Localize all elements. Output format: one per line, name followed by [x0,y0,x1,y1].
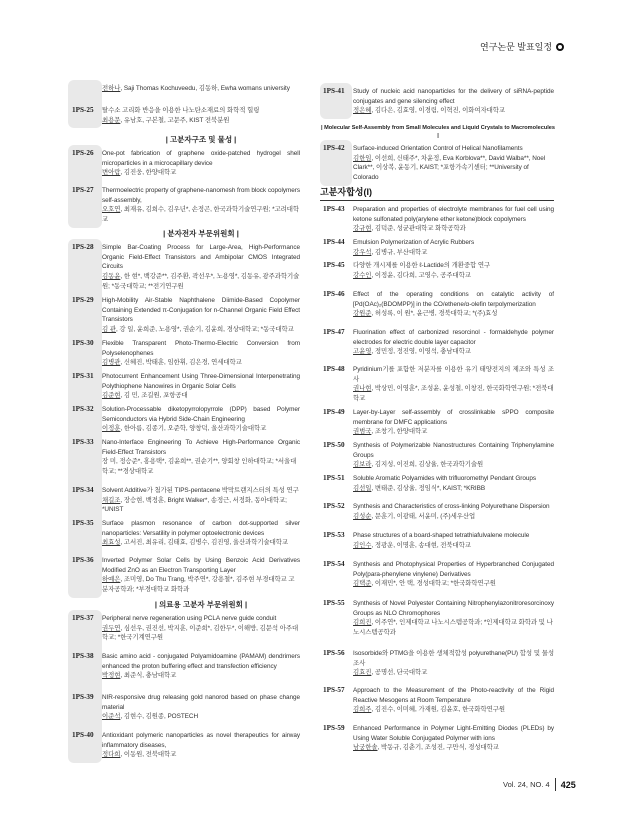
coauthors-affiliation: , 김진웅, 한양대학교 [120,169,177,177]
presenter-name: 김희진 [353,619,372,627]
entry-authors [353,579,554,589]
footer-divider [555,778,556,791]
coauthors-affiliation: , 이선희, 신태주*, 차윤정, Eva Korblova**, David Walba**, Noel Clark**, 이상복, 윤동기, KAIST; *포항가속기센터; **University of Colorado [353,154,546,182]
entry-id: 1PS-56 [323,649,345,657]
entry-body [353,328,554,357]
entry-body [353,502,554,521]
entry-authors [353,154,554,183]
entry-id: 1PS-50 [323,441,345,449]
entry-authors [353,224,554,234]
coauthors-affiliation: , 김현수, 김원종, POSTECH [120,713,199,721]
entry-id: 1PS-51 [323,474,345,482]
program-entry [323,144,554,183]
entry-authors [102,575,300,594]
program-entry [72,296,300,335]
entry-id: 1PS-35 [72,519,94,527]
entry-authors [102,671,300,681]
program-entry [323,261,554,280]
program-entry [72,693,300,722]
presenter-name: 강원준 [353,310,372,318]
entry-title: Synthesis of Novel Polyester Containing Nitrophenylazonitroresorcinoxy Groups as NLO Chromophores [353,600,554,617]
entry-title: One-pot fabrication of graphene oxide-patched hydrogel shell microparticles in a microcapillary device [102,150,300,167]
coauthors-affiliation: , 이동원, 전북대학교 [120,751,177,759]
program-entry [323,502,554,521]
section-heading: | 고분자구조 및 물성 | [165,135,237,144]
entry-body [353,144,554,183]
entry-id: 1PS-55 [323,599,345,607]
entry-authors [102,624,300,643]
coauthors-affiliation: , 김다은, 김효영, 이경림, 이혁진, 이화여자대학교 [371,107,505,115]
program-entry [323,238,554,257]
entry-body [102,556,300,595]
coauthors-affiliation: , 이주연*, 인제대학교 나노시스템공학과; *인제대학교 화학과 및 나노시스템공학과 [353,619,553,637]
entry-id: 1PS-27 [72,186,94,194]
coauthors-affiliation: , 최준식, 충남대학교 [120,672,177,680]
entry-title: High-Mobility Air-Stable Naphthalene Diimide-Based Copolymer Containing Extended π-Conjugation for n-Channel Organic Field Effect Transistors [102,297,300,324]
presenter-name: 권나현 [353,385,372,393]
presenter-name: 이준석 [102,713,121,721]
program-entry [323,365,554,404]
coauthors-affiliation: , 심선우, 권진선, 박지훈, 이준희*, 김한두*, 이해방, 김문석 아주대학교; *한국기계연구원 [102,624,299,642]
coauthors-affiliation: , 김덕준, 성균관대학교 화학공학과 [371,225,466,233]
presenter-name: 김희주 [353,706,372,714]
coauthors-affiliation: , 한 현*, 백강준**, 김주환, 곽선우*, 노용영*, 김동유, 광주과학기술원; *동국대학교; **전기연구원 [102,273,300,290]
entry-body [353,531,554,550]
presenter-name: 고윤영 [353,348,372,356]
coauthors-affiliation: , 정광운, 이명훈, 송대현, 전북대학교 [371,541,471,549]
presenter-name: 최용문 [102,116,121,124]
program-entry [72,405,300,434]
entry-title: Inverted Polymer Solar Cells by Using Benzoic Acid Derivatives Modified ZnO as an Electron Transporting Layer [102,557,300,574]
program-entry [323,205,554,234]
entry-id: 1PS-28 [72,243,94,251]
entry-authors [353,668,554,678]
program-entry [323,724,554,753]
entry-authors [102,496,300,515]
entry-title: Basic amino acid - conjugated Polyamidoamine (PAMAM) dendrimers enhanced the proton buffering effect and transfection efficiency [102,653,300,670]
program-entry [323,408,554,437]
coauthors-affiliation: , 정민정, 정진영, 이영석, 충남대학교 [371,348,471,356]
entry-body [102,486,300,515]
coauthors-affiliation: , 김진수, 이미혜, 가재원, 김윤호, 한국화학연구원 [371,706,505,714]
entry-body [353,686,554,715]
entry-title: Synthesis and Characteristics of cross-linking Polyurethane Dispersion [353,503,550,510]
entry-id: 1PS-37 [72,614,94,622]
entry-authors [102,205,300,224]
entry-title: Photocurrent Enhancement Using Three-Dimensional Interpenetrating Polythiophene Nanowires in Organic Solar Cells [102,373,300,390]
presenter-name: 이정훈 [102,425,121,433]
entry-body [353,87,554,116]
coauthors-affiliation: , 허성록, 이 원*, 윤근병, 경북대학교; *(주)효성 [371,310,498,318]
entry-id: 1PS-41 [323,87,345,95]
program-entry [72,84,300,94]
coauthors-affiliation: , 강 일, 윤희준, 노용영*, 권순기, 김윤희, 경상대학교; *동국대학교 [115,326,294,334]
entry-title: Synthesis of Polymerizable Nanostructures Containing Triphenylamine Groups [353,442,554,459]
coauthors-affiliation: , 신혜진, 박태훈, 임한휘, 김은경, 연세대학교 [120,359,242,367]
program-entry [72,149,300,178]
entry-body [353,261,554,280]
coauthors-affiliation: , 변태준, 김상율, 정임식*, KAIST; *KRIBB [371,484,486,492]
entry-id: 1PS-34 [72,486,94,494]
entry-title: Flexible Transparent Photo-Thermo-Electric Conversion from Polyselenophenes [102,340,300,357]
running-header-title: 연구논문 발표일정 [480,42,553,52]
presenter-name: 정다희 [102,751,121,759]
program-entry [323,474,554,493]
entry-title: Synthesis and Photophysical Properties of Hyperbranched Conjugated Poly(para-phenylene vinylene) Derivatives [353,561,554,578]
entry-title: Enhanced Performance in Polymer Light-Emitting Diodes (PLEDs) by Using Water Soluble Conjugated Polymer with ions [353,725,554,742]
entry-body [102,519,300,548]
program-entry [323,441,554,470]
entry-authors [102,457,300,476]
entry-body [353,724,554,753]
entry-id: 1PS-59 [323,724,345,732]
entry-body [353,205,554,234]
program-entry [72,614,300,643]
entry-body [353,365,554,404]
presenter-name: 변아람 [102,169,121,177]
coauthors-affiliation: , 유남호, 구본철, 고문주, KIST 전북분원 [120,116,230,124]
entry-authors [353,248,554,258]
entry-title: Soluble Aromatic Polyamides with trifluoromethyl Pendant Groups [353,475,536,482]
entry-body [102,84,300,94]
program-entry [72,186,300,225]
presenter-name: 김성순 [353,512,372,520]
entry-title: 탈수소 고리화 반응을 이용한 나노탄소재료의 화학적 힐링 [102,107,260,114]
entry-title: Simple Bar-Coating Process for Large-Area, High-Performance Organic Field-Effect Transistors and Ambipolar CMOS Integrated Circuits [102,244,300,271]
entry-body [102,339,300,368]
entry-id: 1PS-40 [72,731,94,739]
entry-title: Surface-induced Orientation Control of Helical Nanofilaments [353,145,523,152]
coauthors-affiliation: , 공명선, 단국대학교 [371,669,428,677]
entry-id: 1PS-42 [323,144,345,152]
entry-id: 1PS-57 [323,686,345,694]
presenter-name: 김택준 [353,580,372,588]
presenter-name: 채길조 [102,496,121,504]
entry-id: 1PS-47 [323,328,345,336]
entry-authors [102,116,300,126]
coauthors-affiliation: , 박상민, 이영훈*, 조성윤, 윤성철, 이창진, 한국화학연구원; *전북대학교 [353,385,554,403]
presenter-name: 김인수 [353,541,372,549]
entry-id: 1PS-32 [72,405,94,413]
entry-body [102,106,300,125]
presenter-name: 최효성 [102,539,121,547]
entry-authors [353,460,554,470]
entry-body [102,652,300,681]
entry-body [353,560,554,589]
program-entry [323,686,554,715]
presenter-name: 오호연 [102,206,121,214]
entry-id: 1PS-30 [72,339,94,347]
entry-authors [353,384,554,403]
entry-title: Peripheral nerve regeneration using PCLA nerve guide conduit [102,615,277,622]
entry-title: Solvent Additive가 첨가된 TIPS-pentacene 박막트랜지스터의 특성 연구 [102,487,299,494]
presenter-name: 하예은 [102,576,121,584]
section-heading-major: 고분자합성(I) [320,187,554,201]
coauthors-affiliation: , 고서진, 최유리, 김태효, 김병수, 김진영, 울산과학기술대학교 [120,539,289,547]
entry-authors [102,424,300,434]
entry-authors [102,538,300,548]
program-entry [323,290,554,319]
entry-id: 1PS-39 [72,693,94,701]
coauthors-affiliation: , 김 민, 조길원, 포항공대 [120,392,188,400]
presenter-name: 정은혜 [353,107,372,115]
entry-body [102,149,300,178]
entry-authors [353,512,554,522]
entry-title: Phase structures of a board-shaped tetrathiafulvalene molecule [353,532,530,539]
program-entry [72,372,300,401]
entry-id: 1PS-25 [72,106,94,114]
entry-body [353,238,554,257]
presenter-name: 박정현 [102,672,121,680]
entry-authors [353,618,554,637]
entry-body [102,731,300,760]
presenter-name: 강우석 [353,248,372,256]
coauthors-affiliation: , 박동규, 김춘기, 조성진, 구만식, 경성대학교 [377,744,499,752]
program-entry [72,519,300,548]
presenter-name: 김동윤 [102,273,121,281]
entry-id: 1PS-44 [323,238,345,246]
entry-authors [102,391,300,401]
entry-title: NIR-responsive drug releasing gold nanorod based on phase change material [102,694,300,711]
coauthors-affiliation: , 이재민*, 안 택, 경성대학교; *한국화학연구원 [371,580,496,588]
entry-title: Antioxidant polymeric nanoparticles as novel therapeutics for airway inflammatory diseases, [102,732,300,749]
entry-authors [353,309,554,319]
section-heading: | Molecular Self-Assembly from Small Molecules and Liquid Crystals to Macromolecules | [320,125,556,139]
program-entry [72,106,300,125]
entry-authors [353,484,554,494]
entry-authors [353,743,554,753]
entry-id: 1PS-31 [72,372,94,380]
entry-authors [353,427,554,437]
entry-title: Solution-Processable diketopyrrolopyrrole (DPP) based Polymer Semiconductors via Hybrid Side-Chain Engineering [102,406,300,423]
presenter-name: 김준현 [102,392,121,400]
entry-title: Pyridinium기를 포함한 저분자를 이용한 유기 태양전지의 제조와 특성 조사 [353,366,554,383]
presenter-name: 김한임 [353,154,372,162]
entry-authors [102,168,300,178]
entry-title: 다양한 개시제를 이용한 ℓ-Lactide의 개환중합 연구 [353,262,491,269]
presenter-name: 남궁한솔 [353,744,378,752]
entry-body [102,438,300,477]
entry-authors [353,347,554,357]
entry-title: Surface plasmon resonance of carbon dot-supported silver nanoparticles: Versatility in polymer optoelectronic devices [102,520,300,537]
coauthors-affiliation: , 이정윤, 김다희, 고영수, 공주대학교 [371,271,471,279]
entry-body [353,474,554,493]
entry-title: Approach to the Measurement of the Photo-reactivity of the Rigid Reactive Mesogens at Room Temperature [353,687,554,704]
entry-id: 1PS-49 [323,408,345,416]
entry-body [353,599,554,638]
entry-id: 1PS-54 [323,560,345,568]
section-heading: | 의료용 고분자 부문위원회 | [154,600,248,609]
entry-authors [353,271,554,281]
entry-id: 1PS-53 [323,531,345,539]
entry-body [102,186,300,225]
presenter-name: 강수인 [353,271,372,279]
entry-body [102,693,300,722]
page-number: 425 [560,779,576,790]
entry-title: Effect of the operating conditions on catalytic activity of [Pd(OAc)₂(BDOMPP)] in the CO/ethene/α-olefin terpolymerization [353,291,554,308]
presenter-name: 권두연 [102,624,121,632]
coauthors-affiliation: , 김병규, 부산대학교 [371,248,428,256]
coauthors-affiliation: , 장승현, 백정훈, Bright Walker*, 송정근, 서정화, 동아대학교; *UNIST [102,496,287,514]
running-header [480,40,564,53]
program-entry [72,339,300,368]
entry-title: Fluorination effect of carbonized resorcinol - formaldehyde polymer electrodes for electric double layer capacitor [353,329,554,346]
presenter-name: 김효진 [353,669,372,677]
coauthors-affiliation: , 최재유, 김희수, 김우년*, 손정곤, 한국과학기술연구원; *고려대학교 [102,206,300,224]
presenter-name: 김 관 [102,326,116,334]
section-heading: | 분자전자 부문위원회 | [163,229,239,238]
entry-id: 1PS-26 [72,149,94,157]
entry-body [353,408,554,437]
program-entry [323,649,554,678]
entry-authors [353,705,554,715]
entry-body [353,441,554,470]
coauthors-affiliation: , 한아름, 김종기, 오준학, 양창덕, 울산과학기술대학교 [120,425,267,433]
entry-authors [102,84,300,94]
program-entry [72,486,300,515]
program-entry [323,560,554,589]
entry-title: Emulsion Polymerization of Acrylic Rubbers [353,239,475,246]
entry-authors [102,325,300,335]
page-footer [503,778,576,791]
program-entry [72,652,300,681]
entry-body [102,614,300,643]
entry-title: Preparation and properties of electrolyte membranes for fuel cell using ketone sulfonated poly(arylene ether ketone)block copolymers [353,206,554,223]
coauthors-affiliation: , Saji Thomas Kochuveedu, 김동하, Ewha womans university [120,85,290,92]
program-entry [323,531,554,550]
program-entry [72,438,300,477]
entry-body [102,372,300,401]
coauthors-affiliation: 장 미, 정승준*, 홍용택*, 김윤희**, 권순기**, 양회창 인하대학교; *서울대학교; **경상대학교 [102,458,297,476]
entry-id: 1PS-46 [323,290,345,298]
entry-title: Layer-by-Layer self-assembly of crosslinkable sPPO composite membrane for DMFC applications [353,409,554,426]
entry-id: 1PS-33 [72,438,94,446]
entry-body [353,290,554,319]
entry-body [353,649,554,678]
coauthors-affiliation: , 조미영, Do Thu Trang, 박주연*, 강용철*, 김주현 부경대학교 고분자공학과; *부경대학교 화학과 [102,576,295,594]
entry-title: Nano-Interface Engineering To Achieve High-Performance Organic Field-Effect Transistors [102,439,300,456]
coauthors-affiliation: , 김지성, 이진희, 김상율, 한국과학기술원 [371,461,484,469]
entry-id: 1PS-29 [72,296,94,304]
presenter-name: 전하나 [102,85,121,92]
program-entry [72,731,300,760]
entry-id: 1PS-45 [323,261,345,269]
entry-authors [102,272,300,291]
entry-title: Thermoelectric property of graphene-nanomesh from block copolymers self-assembly, [102,187,300,204]
entry-id: 1PS-48 [323,365,345,373]
presenter-name: 김보라 [353,461,372,469]
volume-label: Vol. 24, NO. 4 [503,780,550,789]
entry-body [102,296,300,335]
entry-id: 1PS-38 [72,652,94,660]
entry-authors [102,750,300,760]
coauthors-affiliation: , 문훈기, 이광태, 서윤미, (주)세우산업 [371,512,476,520]
entry-authors [102,358,300,368]
entry-id: 1PS-52 [323,502,345,510]
entry-authors [353,106,554,116]
presenter-name: 김선일 [353,484,372,492]
presenter-name: 권범국 [353,428,372,436]
program-entry [323,328,554,357]
entry-authors [353,541,554,551]
program-entry [72,243,300,292]
presenter-name: 김병관 [102,359,121,367]
entry-title: Study of nucleic acid nanoparticles for the delivery of siRNA-peptide conjugates and gene silencing effect [353,88,554,105]
coauthors-affiliation: , 조창기, 한양대학교 [371,428,428,436]
circle-bullet-icon [556,43,564,51]
program-entry [72,556,300,595]
entry-title: Isosorbide와 PTMG을 이용한 생체적합성 polyurethane(PU) 합성 및 물성 조사 [353,650,554,667]
presenter-name: 강규현 [353,225,372,233]
entry-authors [102,712,300,722]
entry-id: 1PS-36 [72,556,94,564]
program-entry [323,599,554,638]
entry-id: 1PS-43 [323,205,345,213]
entry-body [102,405,300,434]
program-entry [323,87,554,116]
entry-body [102,243,300,292]
